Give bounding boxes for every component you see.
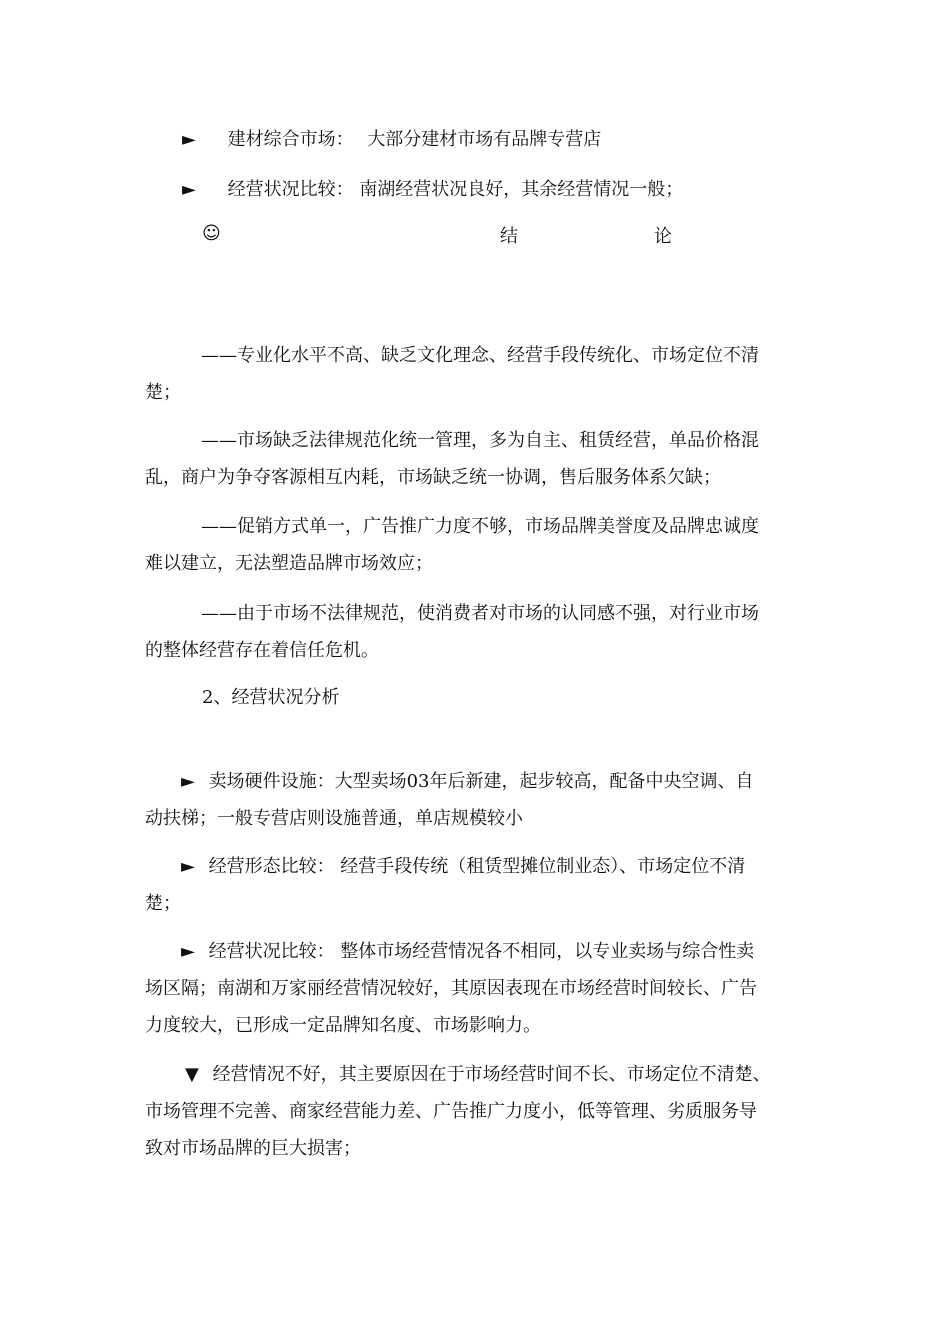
bullet-item-building-market bbox=[182, 125, 601, 151]
paragraph-line bbox=[145, 848, 807, 885]
bullet-paragraph-status bbox=[145, 933, 807, 1044]
dash-paragraph bbox=[145, 508, 807, 582]
paragraph-line: 难以建立，无法塑造品牌市场效应； bbox=[145, 553, 433, 574]
paragraph-line: 致对市场品牌的巨大损害； bbox=[145, 1138, 361, 1159]
paragraph-line bbox=[145, 763, 807, 800]
dash-paragraph bbox=[145, 422, 807, 496]
right-pointer-icon: ► bbox=[181, 856, 195, 877]
right-pointer-icon: ► bbox=[182, 179, 196, 200]
paragraph-line: 楚； bbox=[145, 382, 181, 403]
bullet-text: 南湖经营状况良好，其余经营情况一般； bbox=[359, 179, 684, 200]
paragraph-line: 场区隔；南湖和万家丽经营情况较好，其原因表现在市场经营时间较长、广告 bbox=[145, 978, 757, 999]
paragraph-line: 乱，商户为争夺客源相互内耗，市场缺乏统一协调，售后服务体系欠缺； bbox=[145, 467, 721, 488]
right-pointer-icon: ► bbox=[182, 129, 196, 150]
bullet-paragraph-format bbox=[145, 848, 807, 922]
triangle-paragraph bbox=[145, 1056, 807, 1167]
bullet-label: 经营状况比较： bbox=[227, 179, 354, 200]
right-pointer-icon: ► bbox=[181, 771, 195, 792]
paragraph-line bbox=[145, 933, 807, 970]
paragraph-line: 动扶梯；一般专营店则设施普通，单店规模较小 bbox=[145, 808, 523, 829]
section-heading: 2、经营状况分析 bbox=[202, 687, 340, 708]
paragraph-line: 楚； bbox=[145, 893, 181, 914]
bullet-label: 建材综合市场： bbox=[227, 129, 354, 150]
conclusion-char-2: 论 bbox=[654, 226, 672, 247]
paragraph-line: ——促销方式单一，广告推广力度不够，市场品牌美誉度及品牌忠诚度 bbox=[201, 516, 759, 537]
bullet-item-operation-compare bbox=[182, 175, 683, 201]
down-triangle-icon: ▼ bbox=[185, 1064, 199, 1085]
paragraph-line: 的整体经营存在着信任危机。 bbox=[145, 640, 379, 661]
bullet-paragraph-hardware bbox=[145, 763, 807, 837]
paragraph-line-text: 经营形态比较： 经营手段传统（租赁型摊位制业态）、市场定位不清 bbox=[208, 856, 746, 877]
paragraph-line bbox=[145, 1056, 807, 1093]
conclusion-char-1: 结 bbox=[500, 226, 518, 247]
paragraph-line-text: 经营情况不好，其主要原因在于市场经营时间不长、市场定位不清楚、 bbox=[212, 1064, 771, 1085]
paragraph-line: ——市场缺乏法律规范化统一管理，多为自主、租赁经营，单品价格混 bbox=[201, 430, 759, 451]
paragraph-line: ——由于市场不法律规范，使消费者对市场的认同感不强，对行业市场 bbox=[201, 603, 759, 624]
paragraph-line: ——专业化水平不高、缺乏文化理念、经营手段传统化、市场定位不清 bbox=[201, 345, 759, 366]
dash-paragraph bbox=[145, 595, 807, 669]
dash-paragraph bbox=[145, 337, 807, 411]
paragraph-line-text: 经营状况比较： 整体市场经营情况各不相同，以专业卖场与综合性卖 bbox=[208, 941, 755, 962]
paragraph-line-text: 卖场硬件设施：大型卖场03年后新建，起步较高，配备中央空调、自 bbox=[208, 771, 754, 792]
paragraph-line: 力度较大，已形成一定品牌知名度、市场影响力。 bbox=[145, 1015, 541, 1036]
paragraph-line: 市场管理不完善、商家经营能力差、广告推广力度小，低等管理、劣质服务导 bbox=[145, 1101, 757, 1122]
smiley-icon: ☺ bbox=[202, 223, 221, 244]
right-pointer-icon: ► bbox=[181, 941, 195, 962]
bullet-text: 大部分建材市场有品牌专营店 bbox=[367, 129, 602, 150]
